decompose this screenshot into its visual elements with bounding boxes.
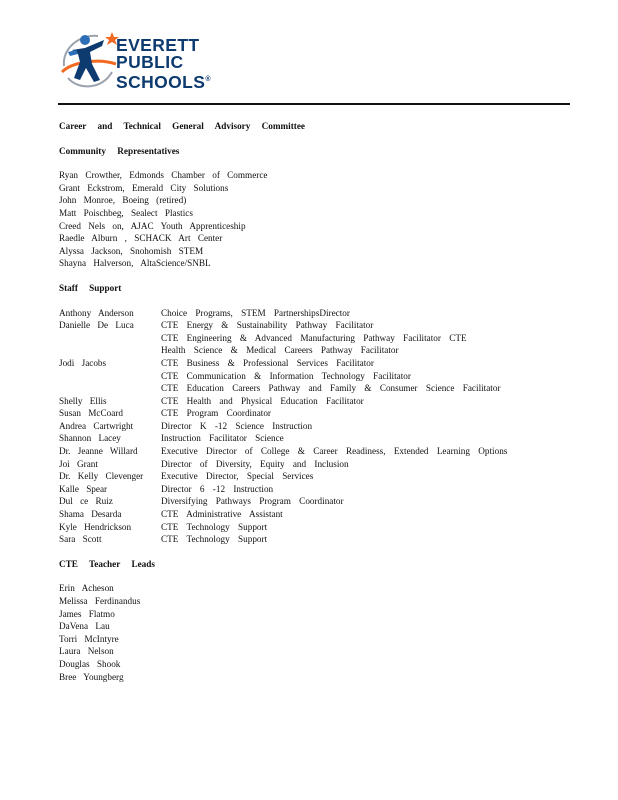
list-item: Raedle Alburn , SCHACK Art Center — [59, 233, 223, 244]
table-row — [59, 344, 571, 357]
logo-line-public: PUBLIC — [116, 52, 184, 72]
table-row — [59, 495, 571, 508]
staff-name: Jodi Jacobs — [59, 357, 107, 368]
staff-name: Susan McCoard — [59, 408, 123, 419]
list-item: Creed Nels on, AJAC Youth Apprenticeship — [59, 220, 246, 231]
staff-role: Director 6 -12 Instruction — [161, 483, 274, 494]
table-row — [59, 445, 571, 458]
staff-role: CTE Technology Support — [161, 534, 268, 545]
staff-name: Kalle Spear — [59, 483, 108, 494]
list-item: Ryan Crowther, Edmonds Chamber of Commerce — [59, 170, 268, 181]
list-item: Grant Eckstrom, Emerald City Solutions — [59, 182, 229, 193]
list-item: James Flatmo — [59, 608, 115, 619]
table-row — [59, 483, 571, 496]
community-heading: Community Representatives — [59, 145, 180, 156]
logo-line-schools: SCHOOLS® — [116, 71, 211, 92]
teachers-heading: CTE Teacher Leads — [59, 558, 155, 569]
list-item: Laura Nelson — [59, 646, 114, 657]
table-row — [59, 332, 571, 345]
teachers-list — [59, 582, 571, 683]
list-item: Douglas Shook — [59, 658, 121, 669]
document-title: Career and Technical General Advisory Committee — [59, 121, 305, 131]
staff-role: Health Science & Medical Careers Pathway Facilitator — [161, 345, 399, 356]
table-row — [59, 319, 571, 332]
staff-name: Joi Grant — [59, 458, 98, 469]
list-item: Bree Youngberg — [59, 671, 124, 682]
staff-role: Director of Diversity, Equity and Inclusion — [161, 458, 349, 469]
staff-name — [59, 344, 161, 357]
staff-name — [59, 332, 161, 345]
staff-role: Executive Director of College & Career Readiness, Extended Learning Options — [161, 446, 508, 457]
staff-role: Diversifying Pathways Program Coordinator — [161, 496, 344, 507]
table-row — [59, 521, 571, 534]
staff-table — [59, 307, 571, 546]
document-body — [59, 120, 571, 683]
list-item: Melissa Ferdinandus — [59, 596, 141, 606]
staff-role: CTE Energy & Sustainability Pathway Facilitator — [161, 320, 374, 331]
staff-role: Director K -12 Science Instruction — [161, 420, 313, 431]
staff-name: Dr. Jeanne Willard — [59, 446, 138, 457]
staff-name: Andrea Cartwright — [59, 420, 134, 431]
logo-line-everett: EVERETT — [116, 35, 200, 55]
header-rule — [58, 103, 570, 105]
staff-role: CTE Program Coordinator — [161, 408, 271, 419]
staff-name: Shannon Lacey — [59, 433, 121, 444]
staff-role: CTE Engineering & Advanced Manufacturing Pathway Facilitator CTE — [161, 332, 467, 343]
table-row — [59, 432, 571, 445]
table-row — [59, 307, 571, 320]
table-row — [59, 470, 571, 483]
community-list — [59, 169, 571, 270]
staff-name: Dr. Kelly Clevenger — [59, 471, 144, 482]
table-row — [59, 458, 571, 471]
table-row — [59, 533, 571, 546]
table-row — [59, 395, 571, 408]
staff-role: Choice Programs, STEM PartnershipsDirector — [161, 307, 350, 318]
staff-role: CTE Health and Physical Education Facilitator — [161, 395, 364, 406]
staff-name: Kyle Hendrickson — [59, 521, 132, 532]
list-item: Torri McIntyre — [59, 633, 119, 644]
staff-role: CTE Education Careers Pathway and Family & Consumer Science Facilitator — [161, 383, 501, 394]
table-row — [59, 407, 571, 420]
table-row — [59, 357, 571, 370]
staff-name: Shama Desarda — [59, 509, 122, 520]
staff-role: CTE Communication & Information Technology Facilitator — [161, 370, 411, 381]
table-row — [59, 382, 571, 395]
staff-role: CTE Administrative Assistant — [161, 509, 283, 520]
staff-name: Shelly Ellis — [59, 395, 107, 406]
list-item: DaVena Lau — [59, 621, 110, 632]
staff-name — [59, 382, 161, 395]
staff-role: CTE Business & Professional Services Facilitator — [161, 357, 374, 368]
staff-heading: Staff Support — [59, 282, 122, 293]
staff-name: Sara Scott — [59, 534, 102, 545]
list-item: Alyssa Jackson, Snohomish STEM — [59, 245, 204, 256]
table-row — [59, 370, 571, 383]
staff-name — [59, 370, 161, 383]
list-item: Erin Acheson — [59, 583, 114, 594]
logo-registered-mark: ® — [205, 76, 211, 83]
staff-role: CTE Technology Support — [161, 521, 268, 532]
staff-name: Anthony Anderson — [59, 307, 134, 318]
staff-name: Danielle De Luca — [59, 320, 134, 331]
staff-role: Executive Director, Special Services — [161, 471, 314, 482]
list-item: Matt Poischbeg, Sealect Plastics — [59, 207, 193, 218]
table-row — [59, 508, 571, 521]
list-item: John Monroe, Boeing (retired) — [59, 195, 187, 206]
staff-name: Dul ce Ruiz — [59, 496, 113, 507]
table-row — [59, 420, 571, 433]
staff-role: Instruction Facilitator Science — [161, 433, 284, 444]
list-item: Shayna Halverson, AltaScience/SNBL — [59, 258, 211, 269]
logo-wordmark — [116, 37, 211, 91]
